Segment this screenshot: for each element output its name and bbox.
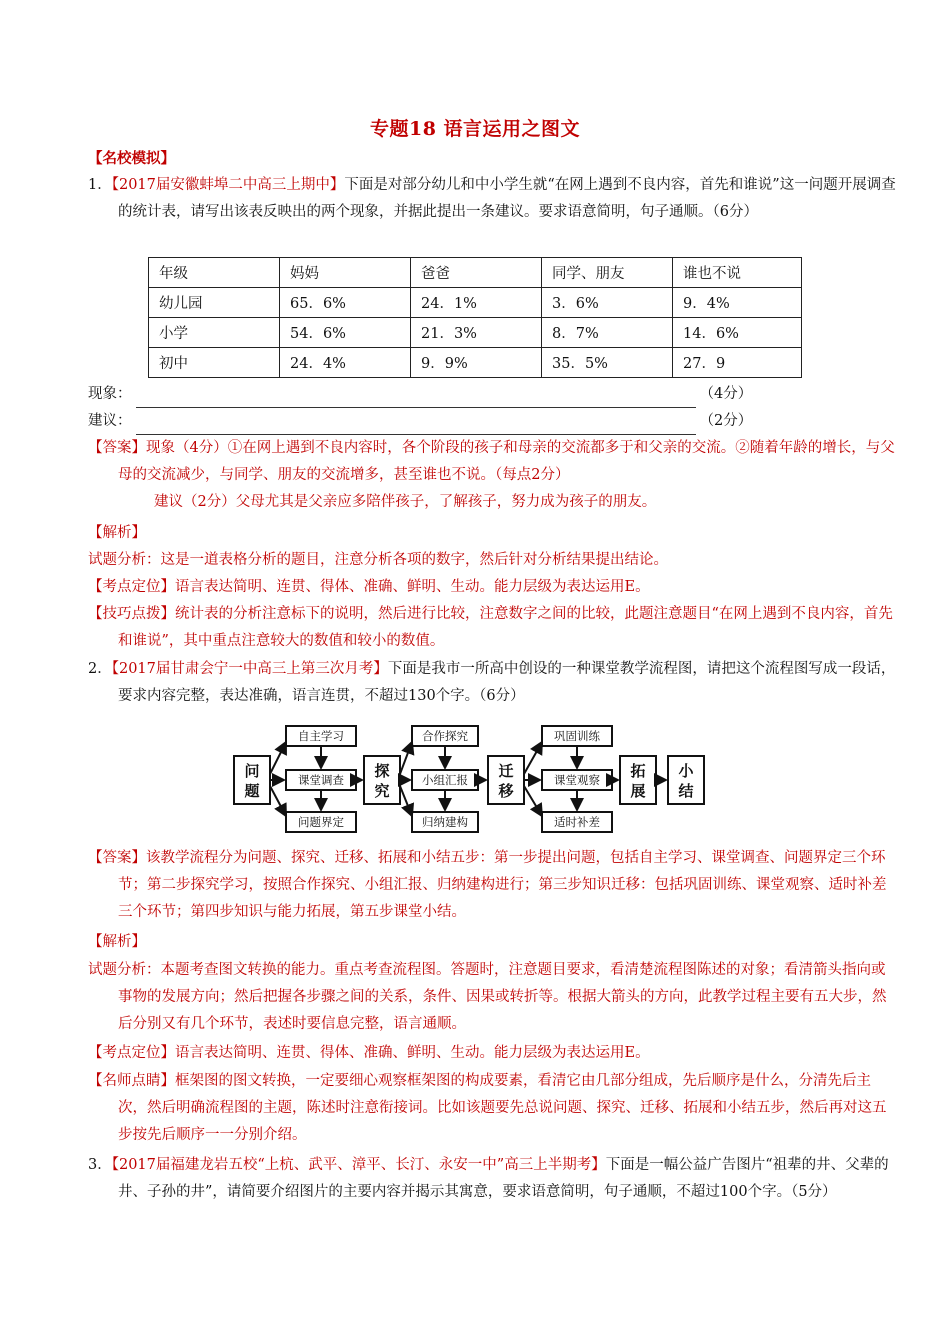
table-row <box>149 288 802 318</box>
question-1-source: 【2017届安徽蚌埠二中高三上期中】 <box>111 177 345 193</box>
question-2-source: 【2017届甘肃会宁一中高三上第三次月考】 <box>111 661 388 677</box>
question-2-kaodian: 【考点定位】语言表达简明、连贯、得体、准确、鲜明、生动。能力层级为表达运用E。 <box>88 1045 650 1061</box>
flow-sub-label: 合作探究 <box>422 729 468 743</box>
question-2-analysis: 试题分析：本题考查图文转换的能力。重点考查流程图。答题时，注意题目要求，看清楚流程图陈述的对象；看清箭头指向或事物的发展方向；然后把握各步骤之间的关系，条件、因果或转折等。根据大箭头的方向，此教学过程主要有五大步，然后分别又有几个环节，表述时要信息完整，语言通顺。 <box>88 962 887 1032</box>
question-2-mingshi: 【名师点睛】框架图的图文转换，一定要细心观察框架图的构成要素，看清它由几部分组成，先后顺序是什么，分清先后主次，然后明确流程图的主题，陈述时注意衔接词。比如该题要先总说问题、探究、迁移、拓展和小结五步，然后再对这五步按先后顺序一一分别介绍。 <box>88 1073 887 1143</box>
table-cell: 27．9 <box>673 348 802 378</box>
question-1-answer-suggestion: 建议（2分）父母尤其是父亲应多陪伴孩子，了解孩子，努力成为孩子的朋友。 <box>154 494 657 510</box>
flow-sub-label: 适时补差 <box>554 815 600 829</box>
flow-main-label: 探 <box>374 762 390 780</box>
blank-line[interactable] <box>136 418 696 435</box>
table-header-row <box>149 258 802 288</box>
flow-sub-label: 巩固训练 <box>554 729 600 743</box>
table-row <box>149 318 802 348</box>
question-1-analysis-label: 【解析】 <box>88 525 146 541</box>
flow-sub-label: 小组汇报 <box>422 773 468 787</box>
question-2: 2．【2017届甘肃会宁一中高三上第三次月考】下面是我市一所高中创设的一种课堂教学流程图，请把这个流程图写成一段话，要求内容完整，表达准确，语言连贯，不超过130个字。（6分） <box>88 661 896 704</box>
flow-main-label: 题 <box>244 782 260 800</box>
blank-line[interactable] <box>136 391 696 408</box>
table-header-cell: 年级 <box>149 258 280 288</box>
question-3-text: 下面是一幅公益广告图片“祖辈的井、父辈的井、子孙的井”，请简要介绍图片的主要内容并揭示其寓意，要求语意简明，句子通顺，不超过100个字。（5分） <box>118 1157 889 1200</box>
table-cell: 8．7% <box>542 318 673 348</box>
page-title: 专题18 语言运用之图文 <box>369 118 581 140</box>
question-2-analysis-label: 【解析】 <box>88 934 146 950</box>
table-header-cell: 妈妈 <box>280 258 411 288</box>
flow-sub-label: 自主学习 <box>298 729 344 743</box>
table-cell: 35．5% <box>542 348 673 378</box>
table-cell: 9．4% <box>673 288 802 318</box>
table-cell: 3．6% <box>542 288 673 318</box>
answer-blank-phenomenon: 现象： （4分） <box>88 381 868 408</box>
table-header-cell: 同学、朋友 <box>542 258 673 288</box>
table-cell: 小学 <box>149 318 280 348</box>
flow-sub-label: 课堂调查 <box>298 773 344 787</box>
answer-blank-suggestion: 建议： （2分） <box>88 408 868 435</box>
table-cell: 9．9% <box>411 348 542 378</box>
flow-main-label: 问 <box>244 762 260 780</box>
flow-main-label: 拓 <box>630 762 646 780</box>
question-1: 1．【2017届安徽蚌埠二中高三上期中】下面是对部分幼儿和中小学生就“在网上遇到不良内容，首先和谁说”这一问题开展调查的统计表，请写出该表反映出的两个现象，并据此提出一条建议。要求语意简明，句子通顺。（6分） <box>88 177 896 220</box>
table-cell: 65．6% <box>280 288 411 318</box>
table-cell: 初中 <box>149 348 280 378</box>
question-1-answer: 【答案】现象（4分）①在网上遇到不良内容时，各个阶段的孩子和母亲的交流都多于和父亲的交流。②随着年龄的增长，与父母的交流减少，与同学、朋友的交流增多，甚至谁也不说。（每点2分） <box>88 440 895 483</box>
flow-main-label: 小 <box>678 762 694 780</box>
table-cell: 24．1% <box>411 288 542 318</box>
question-2-answer: 【答案】该教学流程分为问题、探究、迁移、拓展和小结五步：第一步提出问题，包括自主学习、课堂调查、问题界定三个环节；第二步探究学习，按照合作探究、小组汇报、归纳建构进行；第三步知识迁移：包括巩固训练、课堂观察、适时补差三个环节；第四步知识与能力拓展，第五步课堂小结。 <box>88 850 887 920</box>
question-3-source: 【2017届福建龙岩五校“上杭、武平、漳平、长汀、永安一中”高三上半期考】 <box>111 1157 606 1173</box>
flow-main-label: 结 <box>678 782 694 800</box>
table-header-cell: 谁也不说 <box>673 258 802 288</box>
question-2-text: 下面是我市一所高中创设的一种课堂教学流程图，请把这个流程图写成一段话，要求内容完整，表达准确，语言连贯，不超过130个字。（6分） <box>118 661 896 704</box>
table-cell: 幼儿园 <box>149 288 280 318</box>
flow-main-label: 迁 <box>498 762 514 780</box>
flow-main-label: 究 <box>374 782 390 800</box>
survey-table <box>148 257 802 378</box>
table-cell: 54．6% <box>280 318 411 348</box>
flow-sub-label: 课堂观察 <box>554 773 600 787</box>
teaching-flowchart <box>232 722 732 840</box>
table-cell: 14．6% <box>673 318 802 348</box>
flow-sub-label: 归纳建构 <box>422 815 468 829</box>
table-cell: 21．3% <box>411 318 542 348</box>
question-1-analysis: 试题分析：这是一道表格分析的题目，注意分析各项的数字，然后针对分析结果提出结论。 <box>88 552 668 568</box>
question-1-text: 下面是对部分幼儿和中小学生就“在网上遇到不良内容，首先和谁说”这一问题开展调查的统计表，请写出该表反映出的两个现象，并据此提出一条建议。要求语意简明，句子通顺。（6分） <box>118 177 896 220</box>
flow-main-label: 展 <box>630 782 646 800</box>
question-3: 3．【2017届福建龙岩五校“上杭、武平、漳平、长汀、永安一中”高三上半期考】下面是一幅公益广告图片“祖辈的井、父辈的井、子孙的井”，请简要介绍图片的主要内容并揭示其寓意，要求语意简明，句子通顺，不超过100个字。（5分） <box>88 1157 889 1200</box>
question-1-jiqiao: 【技巧点拨】统计表的分析注意标下的说明，然后进行比较，注意数字之间的比较，此题注意题目“在网上遇到不良内容，首先和谁说”，其中重点注意较大的数值和较小的数值。 <box>88 606 893 649</box>
table-row <box>149 348 802 378</box>
section-label: 【名校模拟】 <box>88 150 175 167</box>
table-header-cell: 爸爸 <box>411 258 542 288</box>
flow-main-label: 移 <box>498 782 514 800</box>
table-cell: 24．4% <box>280 348 411 378</box>
flow-sub-label: 问题界定 <box>298 815 344 829</box>
question-1-kaodian: 【考点定位】语言表达简明、连贯、得体、准确、鲜明、生动。能力层级为表达运用E。 <box>88 579 650 595</box>
